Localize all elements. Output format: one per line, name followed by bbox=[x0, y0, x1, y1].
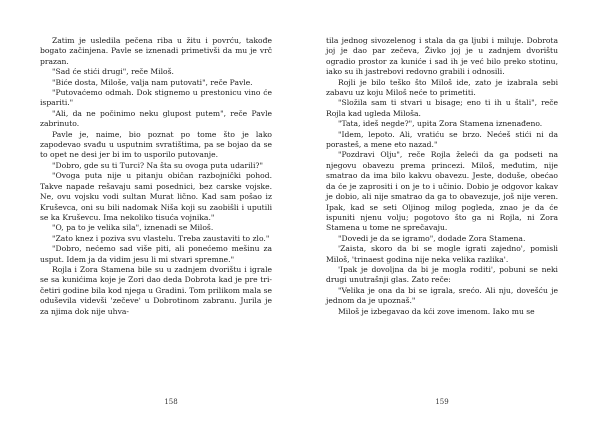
right-page bbox=[326, 36, 558, 396]
paragraph: Zatim je usledila pečena riba u žitu i povrću, takođe bogato začinjena. Pavle se iznenadi primetivši da mu je vrč prazan. bbox=[40, 36, 272, 66]
paragraph: "Tata, ideš negde?", upita Zora Stamena iznenađeno. bbox=[338, 119, 543, 129]
paragraph: "Dovedi je da se igramo", dodade Zora Stamena. bbox=[338, 233, 526, 243]
left-page-number: 158 bbox=[164, 398, 178, 406]
paragraph: "Složila sam ti stvari u bisage; eno ti ih u štali", reče Rojla kad ugleda Miloša. bbox=[326, 98, 558, 118]
paragraph: Pavle je, naime, bio poznat po tome što je lako zapodevao svađu u usputnim svratištima, pa se bojao da se to opet ne desi jer bi im to usporilo putovanje. bbox=[40, 129, 272, 160]
left-page bbox=[40, 36, 272, 396]
paragraph: 'Zaista, skoro da bi se mogle igrati zajedno', pomisli Miloš, 'trinaest godina nije neka velika razlika'. bbox=[326, 244, 558, 264]
paragraph: "Sad će stići drugi", reče Miloš. bbox=[52, 67, 174, 77]
paragraph: Rojla i Zora Stamena bile su u zadnjem dvorištu i igrale se sa kunićima koje je Zori dao deda Dobrota kad je pre tri-četiri godine bila kod njega u Gradini. Tom prilikom mala se oduševila videvši 'zečeve' u Dobrotinom zabranu. Jurila je za njima dok nije uhva- bbox=[40, 264, 272, 316]
paragraph: "Pozdravi Olju", reče Rojla želeći da ga podseti na njegovu obavezu prema princezi. Miloš, međutim, nije smatrao da ima bilo kakvu obavezu. Jeste, doduše, obećao da će je zaprositi i on je to i učinio. Dobio je odgovor kakav je dobio, ali nije smatrao da ga to obavezuje, još nije veren. Ipak, kad se seti Oljinog milog pogleda, znao je da će ispuniti njenu volju; pogotovo što ga ni Rojla, ni Zora Stamena u tome ne sprečavaju. bbox=[326, 150, 558, 233]
paragraph: "Ali, da ne počinimo neku glupost putem", reče Pavle zabrinuto. bbox=[40, 108, 272, 129]
paragraph: "Velika je ona da bi se igrala, srećo. Ali nju, dovešću je jednom da je upoznaš." bbox=[326, 285, 558, 306]
paragraph: "Biće dosta, Miloše, valja nam putovati", reče Pavle. bbox=[52, 77, 253, 87]
right-page-number: 159 bbox=[435, 398, 449, 406]
paragraph: tila jednog sivozelenog i stala da ga ljubi i miluje. Dobrota joj je dao par zečeva, Živko joj je u zadnjem dvorištu ogradio prostor za kuniće i sad ih je već bilo preko stotinu, iako su ih jastrebovi redovno grabili i odnosili. bbox=[326, 36, 558, 77]
paragraph: "Ovoga puta nije u pitanju običan razbojnički pohod. Takve napade rešavaju sami posednici, bez carske vojske. Ne, ovu vojsku vodi sultan Murat lično. Kad sam pošao iz Kruševca, oni su bili nadomak Niša koji su zaobišli i uputili se ka Kruševcu. Ima nekoliko tisuća vojnika." bbox=[40, 171, 272, 222]
paragraph: "Zato knez i poziva svu vlastelu. Treba zaustaviti to zlo." bbox=[52, 233, 270, 243]
paragraph: 'Ipak je dovoljna da bi je mogla roditi', pobuni se neki drugi unutrašnji glas. Zato reče: bbox=[326, 264, 558, 285]
paragraph: "Dobro, gde su ti Turci? Na šta su ovoga puta udarili?" bbox=[52, 160, 263, 170]
right-page-body bbox=[326, 36, 558, 317]
paragraph: "Dobro, nećemo sad više piti, ali ponećemo mešinu za usput. Idem ja da vidim jesu li mi stvari spremne." bbox=[40, 244, 272, 264]
left-page-body bbox=[40, 36, 272, 317]
paragraph: "Putovaćemo odmah. Dok stignemo u prestonicu vino će ispariti." bbox=[40, 88, 272, 108]
paragraph: "Idem, lepoto. Ali, vratiću se brzo. Nećeš stići ni da porasteš, a mene eto nazad." bbox=[326, 129, 558, 150]
paragraph: Miloš je izbegavao da kći zove imenom. Iako mu se bbox=[338, 306, 535, 316]
paragraph: "O, pa to je velika sila", iznenadi se Miloš. bbox=[52, 223, 214, 233]
paragraph: Rojli je bilo teško što Miloš ide, zato je izabrala sebi zabavu uz koju Miloš neće to primetiti. bbox=[326, 77, 558, 98]
